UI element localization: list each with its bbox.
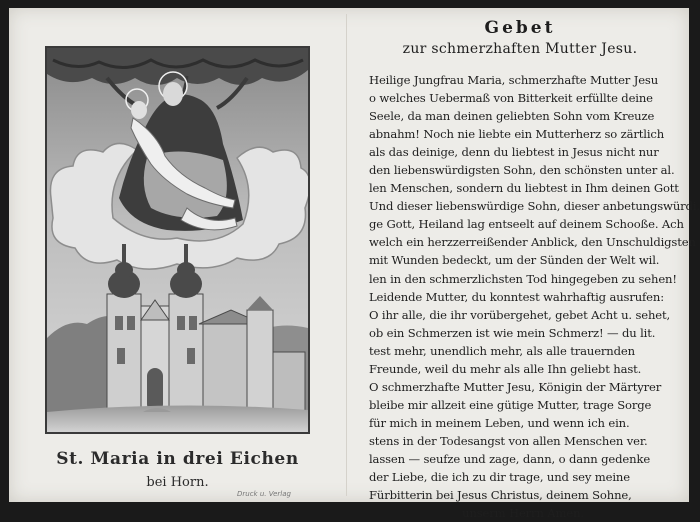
prayer-line: für mich in meinem Leben, und wenn ich ein. — [369, 415, 630, 430]
prayer-line: Und dieser liebenswürdige Sohn, dieser anbetungswürdi. — [369, 199, 700, 214]
prayer-line: ge Gott, Heiland lag entseelt auf deinem Schooße. Ach — [369, 217, 684, 232]
prayer-line: der Liebe, die ich zu dir trage, und sey meine — [369, 470, 630, 485]
prayer-line: ob ein Schmerzen ist wie mein Schmerz! — du lit. — [369, 325, 656, 340]
prayer-line: len Menschen, sondern du liebtest in Ihm deinen Gott — [369, 181, 679, 196]
prayer-line: stens in der Todesangst von allen Menschen ver. — [369, 433, 648, 448]
prayer-line: len in den schmerzlichsten Tod hingegeben zu sehen! — [369, 271, 677, 286]
prayer-line: welch ein herzzerreißender Anblick, den Unschuldigsten — [369, 235, 696, 250]
publisher-imprint: Druck u. Verlag — [237, 490, 291, 498]
prayer-line: O schmerzhafte Mutter Jesu, Königin der Märtyrer — [369, 379, 662, 394]
prayer-line: lassen — seufze und zage, dann, o dann gedenke — [369, 451, 651, 466]
prayer-line: bleibe mir allzeit eine gütige Mutter, trage Sorge — [369, 397, 652, 412]
prayer-panel — [355, 8, 700, 521]
fold-divider — [346, 14, 347, 496]
prayer-line: O ihr alle, die ihr vorübergehet, gebet Acht u. sehet, — [369, 307, 671, 322]
prayer-line: Heilige Jungfrau Maria, schmerzhafte Mutter Jesu — [369, 73, 659, 87]
prayer-line: als das deinige, denn du liebtest in Jesus nicht nur — [369, 145, 659, 160]
prayer-heading: Gebet — [484, 18, 556, 38]
image-caption-title: St. Maria in drei Eichen — [56, 449, 299, 469]
prayer-line: Freunde, weil du mehr als alle Ihn geliebt hast. — [369, 361, 642, 376]
prayer-card — [9, 8, 700, 521]
prayer-text — [369, 71, 700, 522]
prayer-line: o welches Uebermaß von Bitterkeit erfüllte deine — [369, 91, 653, 106]
prayer-line: Leidende Mutter, du konntest wahrhaftig ausrufen: — [369, 289, 664, 304]
prayer-closing-line: unserm Herrn Amen. — [462, 506, 584, 521]
image-caption-subtitle: bei Horn. — [146, 475, 209, 490]
prayer-line: abnahm! Noch nie liebte ein Mutterherz so zärtlich — [369, 127, 665, 142]
image-panel — [9, 8, 346, 502]
prayer-line: mit Wunden bedeckt, um der Sünden der Welt wil. — [369, 253, 660, 268]
prayer-line: Fürbitterin bei Jesus Christus, deinem Sohne, — [369, 488, 632, 503]
prayer-line: test mehr, unendlich mehr, als alle trauernden — [369, 343, 635, 358]
pieta-engraving — [45, 46, 310, 434]
prayer-subheading: zur schmerzhaften Mutter Jesu. — [402, 41, 638, 57]
prayer-line: den liebenswürdigsten Sohn, den schönsten unter al. — [369, 163, 675, 178]
engraving-illustration — [47, 48, 308, 432]
prayer-line: Seele, da man deinen geliebten Sohn vom Kreuze — [369, 109, 655, 124]
